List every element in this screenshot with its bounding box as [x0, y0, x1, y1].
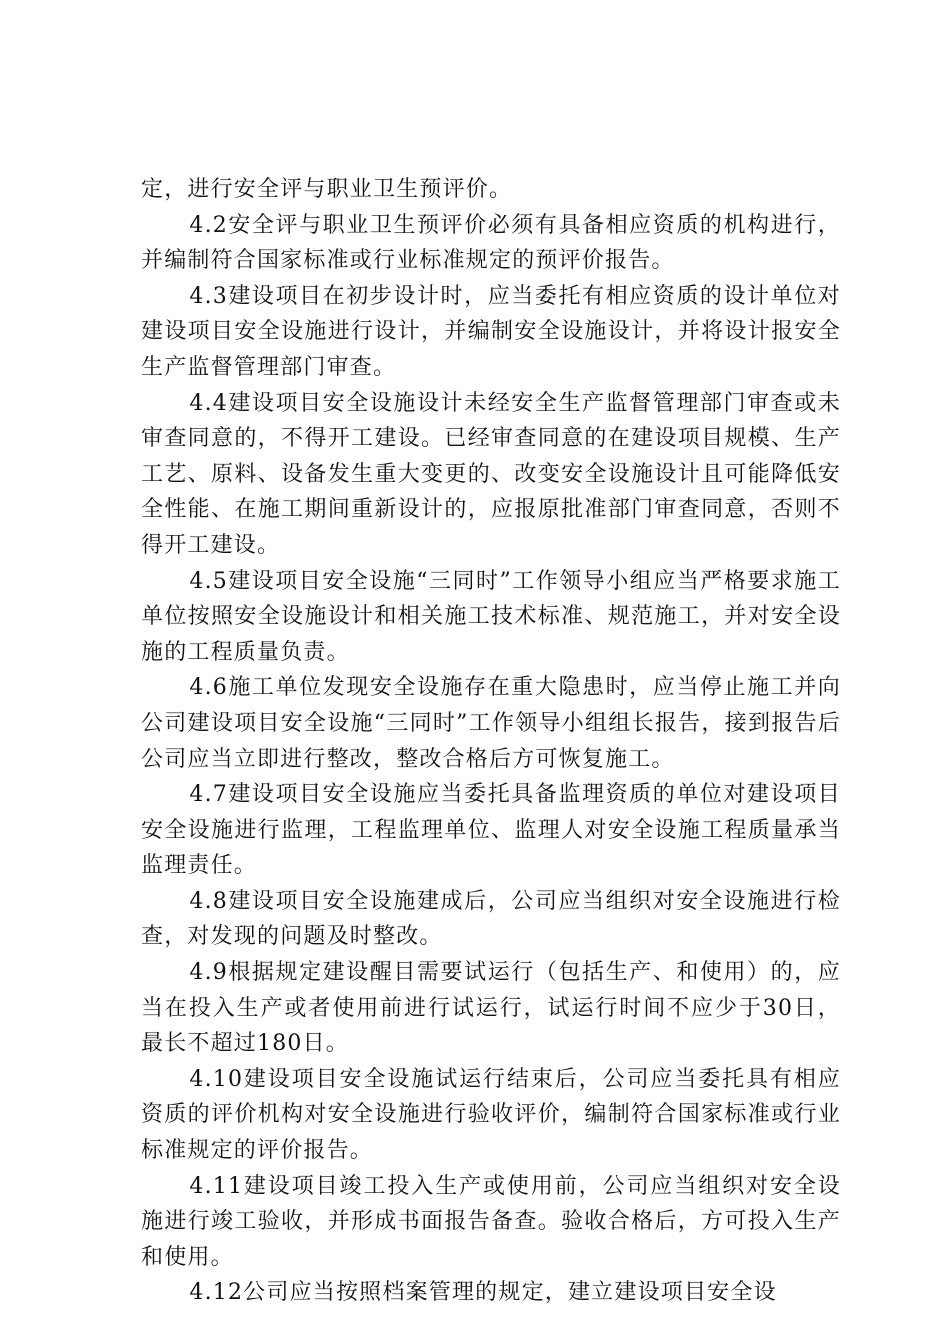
paragraph-4-9: 4.9根据规定建设醒目需要试运行（包括生产、和使用）的，应当在投入生产或者使用前进行试运行，试运行时间不应少于30日，最长不超过180日。	[141, 960, 841, 1057]
paragraph-4-5: 4.5建设项目安全设施“三同时”工作领导小组应当严格要求施工单位按照安全设施设计和相关施工技术标准、规范施工，并对安全设施的工程质量负责。	[141, 568, 841, 665]
paragraph-4-11: 4.11建设项目竣工投入生产或使用前，公司应当组织对安全设施进行竣工验收，并形成书面报告备查。验收合格后，方可投入生产和使用。	[141, 1173, 841, 1270]
paragraph-4-12: 4.12公司应当按照档案管理的规定，建立建设项目安全设	[189, 1280, 777, 1306]
paragraph-4-2: 4.2安全评与职业卫生预评价必须有具备相应资质的机构进行，并编制符合国家标准或行业标准规定的预评价报告。	[141, 212, 841, 274]
paragraph-4-8: 4.8建设项目安全设施建成后，公司应当组织对安全设施进行检查，对发现的问题及时整改。	[141, 888, 841, 950]
paragraph-4-6: 4.6施工单位发现安全设施存在重大隐患时，应当停止施工并向公司建设项目安全设施“三同时”工作领导小组组长报告，接到报告后公司应当立即进行整改，整改合格后方可恢复施工。	[141, 675, 841, 772]
paragraph-continuation: 定，进行安全评与职业卫生预评价。	[141, 177, 513, 202]
paragraph-4-7: 4.7建设项目安全设施应当委托具备监理资质的单位对建设项目安全设施进行监理，工程监理单位、监理人对安全设施工程质量承当监理责任。	[141, 782, 841, 879]
paragraph-4-4: 4.4建设项目安全设施设计未经安全生产监督管理部门审查或未审查同意的，不得开工建设。已经审查同意的在建设项目规模、生产工艺、原料、设备发生重大变更的、改变安全设施设计且可能降低安全性能、在施工期间重新设计的，应报原批准部门审查同意，否则不得开工建设。	[141, 390, 841, 558]
document-body	[141, 172, 841, 1311]
paragraph-4-3: 4.3建设项目在初步设计时，应当委托有相应资质的设计单位对建设项目安全设施进行设计，并编制安全设施设计，并将设计报安全生产监督管理部门审查。	[141, 283, 841, 380]
paragraph-4-10: 4.10建设项目安全设施试运行结束后，公司应当委托具有相应资质的评价机构对安全设施进行验收评价，编制符合国家标准或行业标准规定的评价报告。	[141, 1066, 841, 1164]
